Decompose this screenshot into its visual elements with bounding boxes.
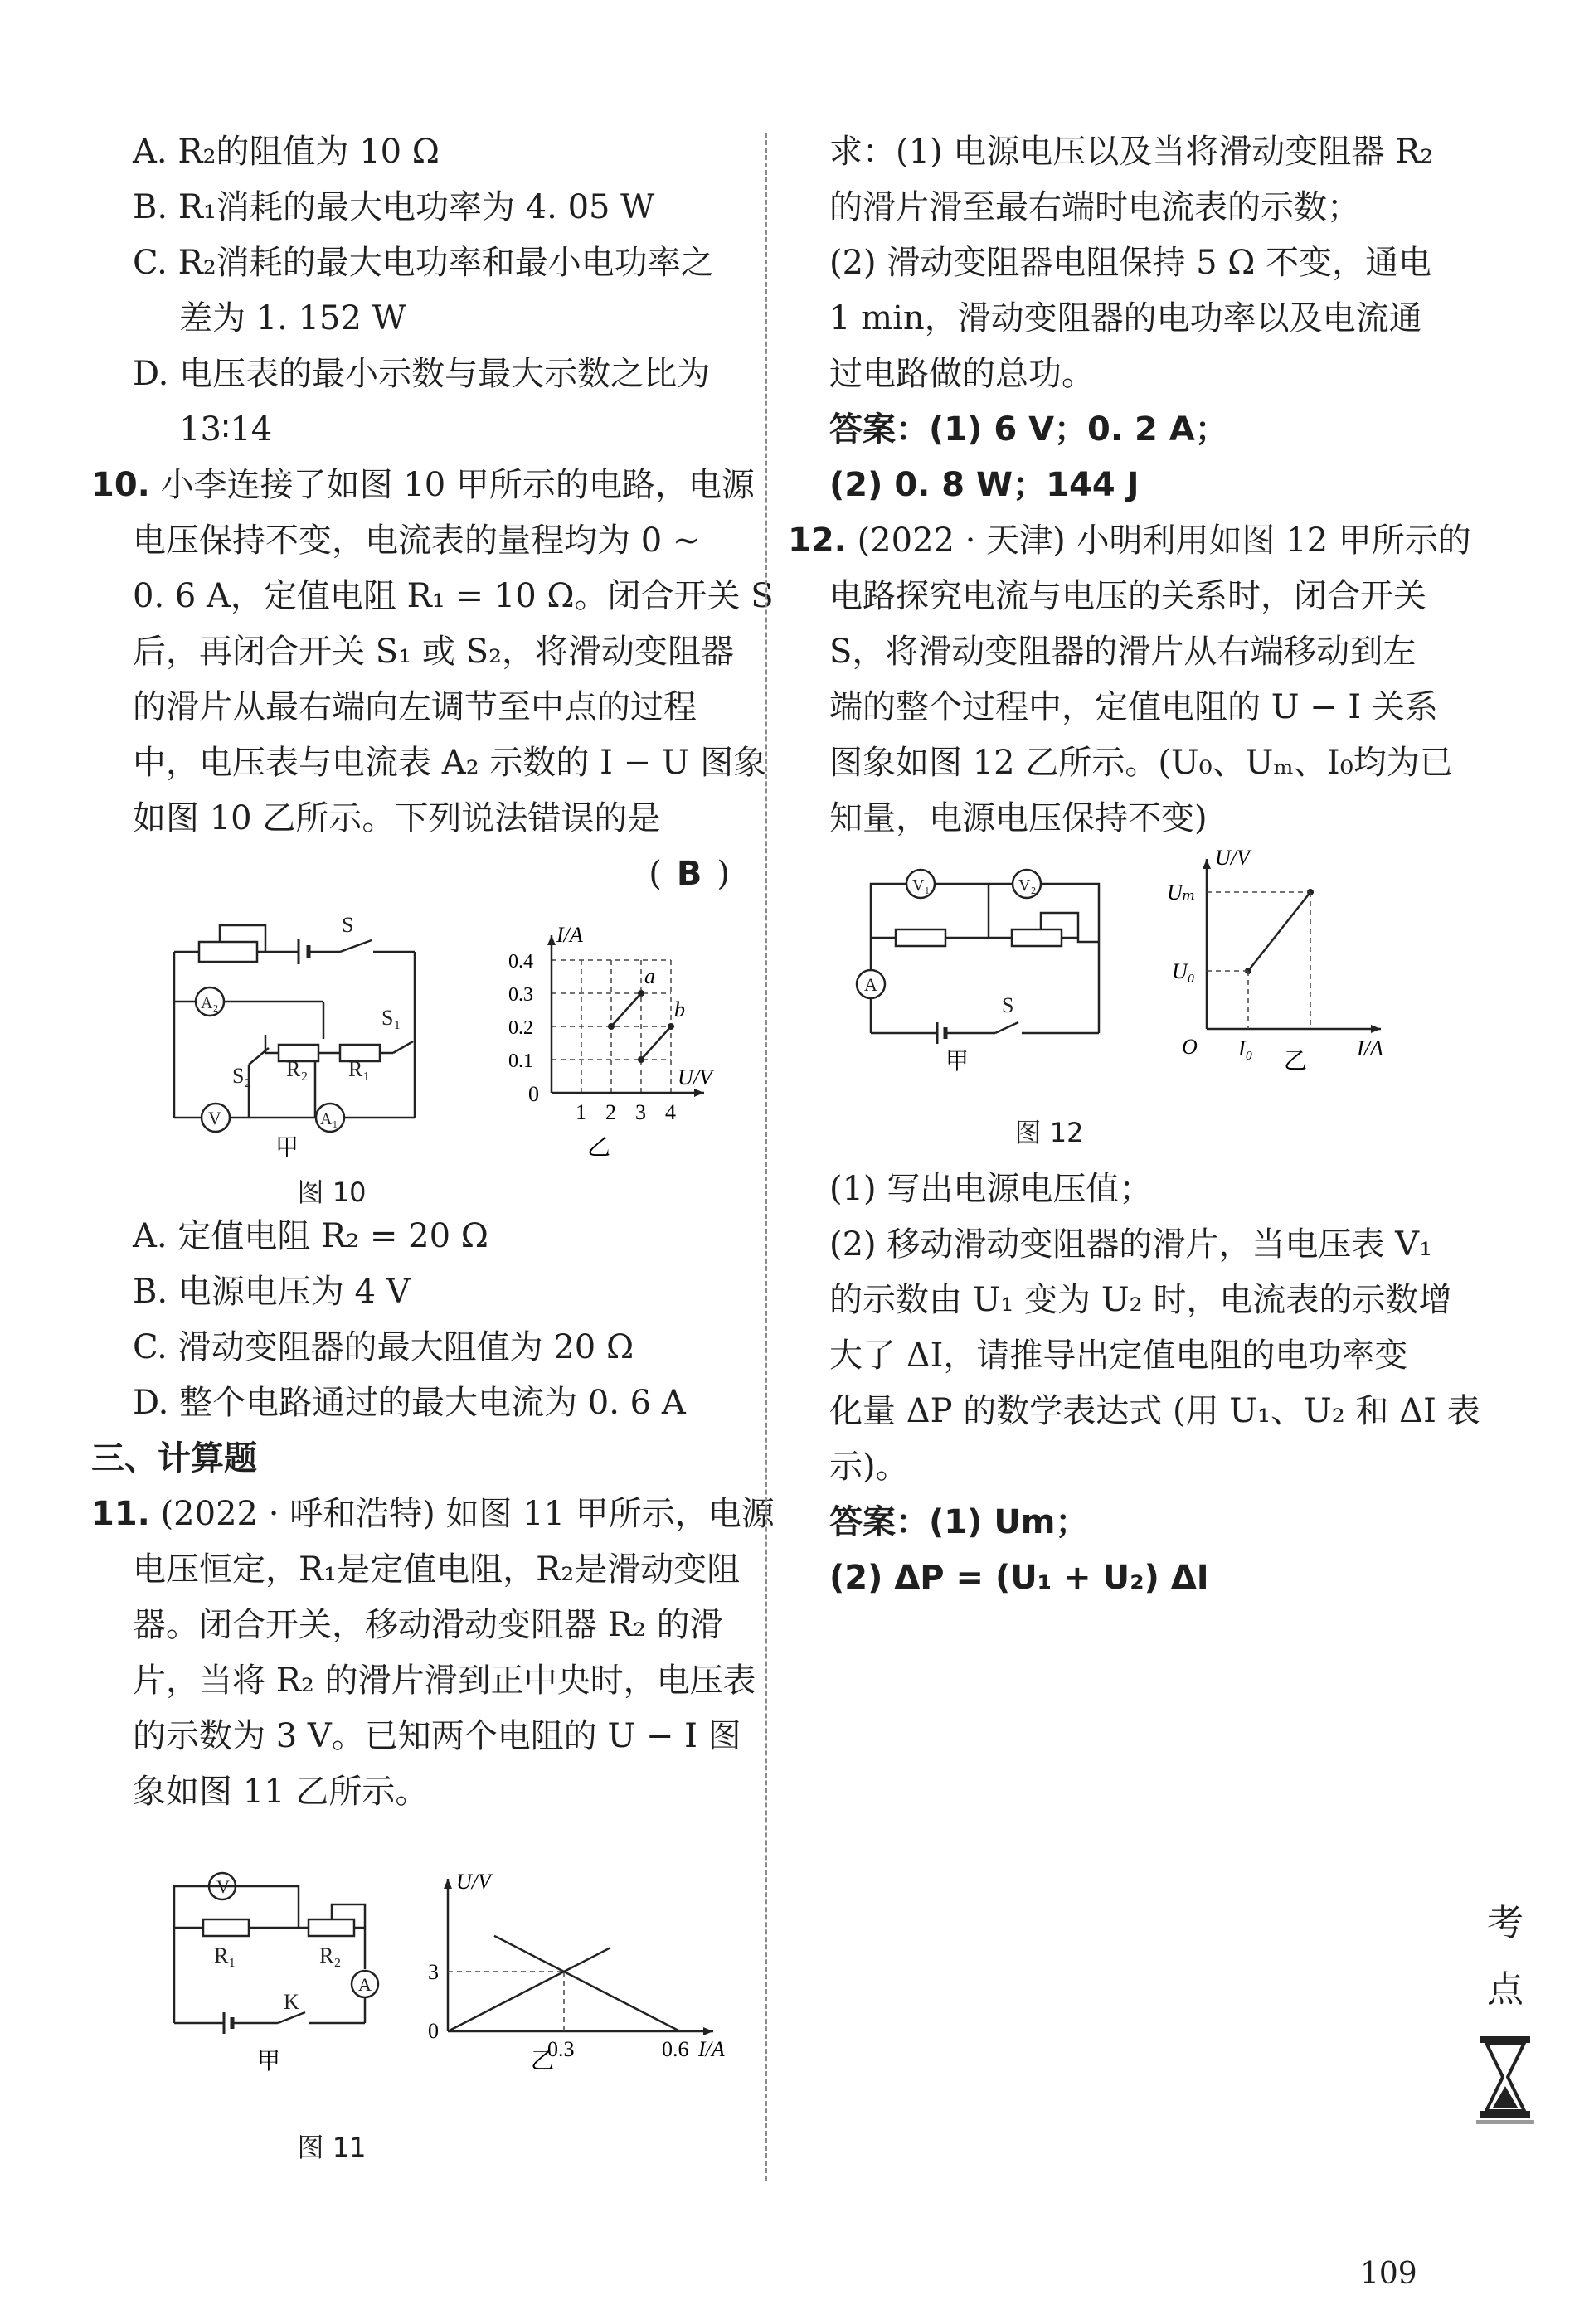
figure-10-caption: 图 10	[297, 1177, 367, 1208]
figure-12-circuit	[857, 870, 1099, 1044]
q11-cont-2: 的滑片滑至最右端时电流表的示数；	[829, 188, 1360, 226]
q12-sub-1: (1) 写出电源电压值；	[829, 1170, 1153, 1208]
q10-line-7: 如图 10 乙所示。下列说法错误的是	[133, 799, 661, 837]
figure-10-svg	[91, 902, 755, 1159]
x-axis-head	[703, 2027, 713, 2035]
q10-option-a: A. 定值电阻 R₂ = 20 Ω	[133, 1217, 488, 1255]
y-tick-label: 3	[428, 1960, 439, 1984]
data-point-a	[638, 990, 644, 997]
y-axis-label: I/A	[556, 923, 583, 947]
figure-11-sub-jia: 甲	[257, 2049, 281, 2074]
q11-line-6: 象如图 11 乙所示。	[133, 1773, 429, 1811]
q9-option-a: A. R₂的阻值为 10 Ω	[133, 133, 440, 171]
y-axis-head	[444, 1879, 452, 1889]
figure-11	[91, 1820, 755, 2168]
q11-cont-4: 1 min，滑动变阻器的电功率以及电流通	[829, 299, 1422, 337]
q10-answer-bracket: ( B )	[649, 855, 730, 893]
label-s: S	[1002, 993, 1014, 1017]
q11-number: 11.	[91, 1495, 150, 1533]
q12-line-4: 端的整个过程中，定值电阻的 U − I 关系	[829, 688, 1438, 726]
figure-12-svg	[829, 847, 1451, 1112]
x-axis-label: I/A	[698, 2037, 725, 2061]
label-r1: R₁	[214, 1943, 236, 1967]
label-a2: A₂	[201, 994, 219, 1012]
figure-10-circuit-labels	[201, 913, 401, 1128]
column-divider	[765, 133, 767, 2181]
q10-number: 10.	[91, 466, 150, 504]
figure-10-chart	[508, 923, 715, 1124]
resistor-r2	[309, 1919, 354, 1936]
q11-line-1: 11. (2022 · 呼和浩特) 如图 11 甲所示，电源	[91, 1495, 775, 1533]
q12-sub-4: 大了 ΔI，请推导出定值电阻的电功率变	[829, 1337, 1408, 1375]
q9-option-b: B. R₁消耗的最大电功率为 4. 05 W	[133, 188, 655, 226]
x-tick-label: 1	[576, 1100, 586, 1124]
x-tick-label: 3	[635, 1100, 646, 1124]
x-axis-label: U/V	[678, 1065, 712, 1089]
figure-12-sub-yi: 乙	[1284, 1049, 1308, 1075]
data-point-b	[638, 1056, 644, 1063]
q12-sub-3: 的示数由 U₁ 变为 U₂ 时，电流表的示数增	[829, 1281, 1452, 1319]
y-tick-label: Uₘ	[1167, 881, 1196, 905]
q12-sub-2: (2) 移动滑动变阻器的滑片，当电压表 V₁	[829, 1225, 1433, 1264]
label-s: S	[342, 913, 354, 937]
y-tick-label: 0.3	[508, 984, 533, 1006]
data-point-b	[668, 1023, 674, 1030]
y-axis-head	[547, 935, 556, 945]
q12-line-1: 12. (2022 · 天津) 小明利用如图 12 甲所示的	[788, 522, 1471, 560]
y-tick-label: 0.1	[508, 1050, 533, 1072]
figure-10-sub-jia: 甲	[275, 1135, 299, 1159]
y-tick-label: U₀	[1172, 959, 1195, 983]
page-number: 109	[1360, 2257, 1417, 2291]
q12-line-6: 知量，电源电压保持不变)	[829, 799, 1208, 837]
q9-option-c-cont: 差为 1. 152 W	[179, 299, 406, 337]
figure-12	[829, 847, 1451, 1162]
figure-10-circuit	[174, 925, 415, 1132]
side-char-2: 点	[1487, 1968, 1524, 2011]
q10-line-6: 中，电压表与电流表 A₂ 示数的 I − U 图象	[133, 744, 767, 782]
q11-cont-3: (2) 滑动变阻器电阻保持 5 Ω 不变，通电	[829, 244, 1432, 282]
resistor-r1	[203, 1919, 249, 1936]
q12-line-5: 图象如图 12 乙所示。(U₀、Uₘ、I₀均为已	[829, 744, 1453, 782]
q10-line-2: 电压保持不变，电流表的量程均为 0 ~	[133, 522, 701, 560]
q11-answer-1: 答案：(1) 6 V；0. 2 A；	[829, 410, 1228, 449]
figure-10-sub-yi: 乙	[587, 1135, 611, 1159]
label-v: V	[216, 1876, 230, 1897]
label-s1: S₁	[381, 1006, 401, 1030]
q12-sub-6: 示)。	[829, 1448, 909, 1486]
q9-option-c: C. R₂消耗的最大电功率和最小电功率之	[133, 244, 714, 282]
q10-line-3: 0. 6 A，定值电阻 R₁ = 10 Ω。闭合开关 S	[133, 577, 774, 615]
q10-line-4: 后，再闭合开关 S₁ 或 S₂，将滑动变阻器	[133, 633, 735, 671]
switch-s	[995, 1022, 1018, 1033]
x-axis-head	[694, 1089, 704, 1097]
label-r2: R₂	[286, 1057, 309, 1081]
q11-cont-5: 过电路做的总功。	[829, 355, 1095, 393]
label-k: K	[284, 1990, 299, 2014]
series-label-a: a	[644, 964, 655, 988]
figure-11-circuit	[174, 1873, 378, 2034]
q11-line-2: 电压恒定，R₁是定值电阻，R₂是滑动变阻	[133, 1550, 741, 1589]
figure-11-caption: 图 11	[297, 2132, 367, 2163]
label-v: V	[208, 1108, 221, 1128]
q9-option-d-cont: 13∶14	[179, 410, 273, 449]
x-tick-label: 4	[665, 1100, 676, 1124]
figure-12-caption: 图 12	[1014, 1117, 1084, 1148]
right-column	[788, 124, 1480, 1606]
series-label-b: b	[674, 997, 685, 1021]
figure-12-chart	[1167, 847, 1383, 1060]
label-a: A	[358, 1974, 372, 1995]
label-v2: V₂	[1018, 876, 1037, 895]
rheostat	[1012, 929, 1062, 946]
side-char-1: 考	[1487, 1902, 1524, 1944]
figure-11-sub-yi: 乙	[531, 2049, 555, 2074]
x-axis-head	[1371, 1025, 1381, 1033]
q10-option-d: D. 整个电路通过的最大电流为 0. 6 A	[133, 1384, 686, 1422]
q10-line-1: 10. 小李连接了如图 10 甲所示的电路，电源	[91, 466, 755, 504]
figure-10	[91, 902, 755, 1209]
data-point-a	[608, 1023, 615, 1030]
series-line-a	[611, 993, 641, 1026]
label-a: A	[864, 974, 877, 995]
origin-label: O	[1182, 1035, 1198, 1059]
figure-11-svg	[91, 1820, 755, 2114]
figure-12-circuit-labels	[864, 876, 1036, 1017]
rheostat	[199, 942, 257, 962]
label-s2: S₂	[232, 1064, 252, 1088]
x-tick-label: I₀	[1238, 1036, 1253, 1060]
label-r2: R₂	[319, 1943, 342, 1967]
q12-answer-1: 答案：(1) Um；	[829, 1503, 1089, 1541]
x-tick-label: 0.3	[547, 2037, 575, 2061]
q11-cont-1: 求：(1) 电源电压以及当将滑动变阻器 R₂	[829, 133, 1434, 171]
hourglass-icon	[1476, 2035, 1534, 2126]
q12-number: 12.	[788, 522, 847, 560]
figure-11-circuit-labels	[214, 1876, 372, 2014]
x-axis-label: I/A	[1357, 1036, 1383, 1060]
q12-line-3: S，将滑动变阻器的滑片从右端移动到左	[829, 633, 1417, 671]
section-title: 三、计算题	[91, 1439, 257, 1477]
label-r1: R₁	[348, 1057, 371, 1081]
q12-sub-5: 化量 ΔP 的数学表达式 (用 U₁、U₂ 和 ΔI 表	[829, 1392, 1480, 1430]
series-line-b	[641, 1026, 671, 1060]
y-axis-label: U/V	[1215, 847, 1250, 870]
origin-label: 0	[528, 1082, 539, 1106]
y-tick-label: 0.2	[508, 1017, 533, 1039]
q11-answer-2: (2) 0. 8 W；144 J	[829, 466, 1140, 504]
q12-answer-2: (2) ΔP = (U₁ + U₂) ΔI	[829, 1559, 1209, 1597]
y-axis-head	[1203, 859, 1211, 869]
left-column	[91, 124, 775, 2168]
q11-line-5: 的示数为 3 V。已知两个电阻的 U − I 图	[133, 1717, 741, 1755]
y-axis-label: U/V	[456, 1870, 491, 1894]
switch-s1	[393, 1041, 413, 1053]
y-tick-label: 0.4	[508, 951, 533, 973]
side-tab	[1460, 1890, 1551, 2129]
x-tick-label: 2	[605, 1100, 616, 1124]
series-line-rising	[448, 1948, 610, 2031]
resistor-r	[896, 929, 945, 946]
q12-line-2: 电路探究电流与电压的关系时，闭合开关	[829, 577, 1426, 615]
x-tick-label: 0.6	[662, 2037, 689, 2061]
q11-line-3: 器。闭合开关，移动滑动变阻器 R₂ 的滑	[133, 1606, 723, 1644]
switch-s2	[249, 1048, 269, 1065]
q10-option-b: B. 电源电压为 4 V	[133, 1273, 411, 1311]
origin-label: 0	[428, 2019, 439, 2043]
label-a1: A₁	[320, 1110, 338, 1128]
q9-option-d: D. 电压表的最小示数与最大示数之比为	[133, 355, 711, 393]
switch-s	[340, 940, 372, 952]
q11-line-4: 片，当将 R₂ 的滑片滑到正中央时，电压表	[133, 1662, 756, 1700]
q10-option-c: C. 滑动变阻器的最大阻值为 20 Ω	[133, 1328, 634, 1366]
series-line-U-I	[1248, 892, 1310, 971]
label-v1: V₁	[912, 876, 931, 895]
figure-11-chart	[428, 1870, 725, 2061]
q10-answer: B	[676, 855, 702, 893]
figure-12-sub-jia: 甲	[945, 1049, 970, 1075]
q10-line-5: 的滑片从最右端向左调节至中点的过程	[133, 688, 697, 726]
series-line-falling	[494, 1936, 680, 2031]
